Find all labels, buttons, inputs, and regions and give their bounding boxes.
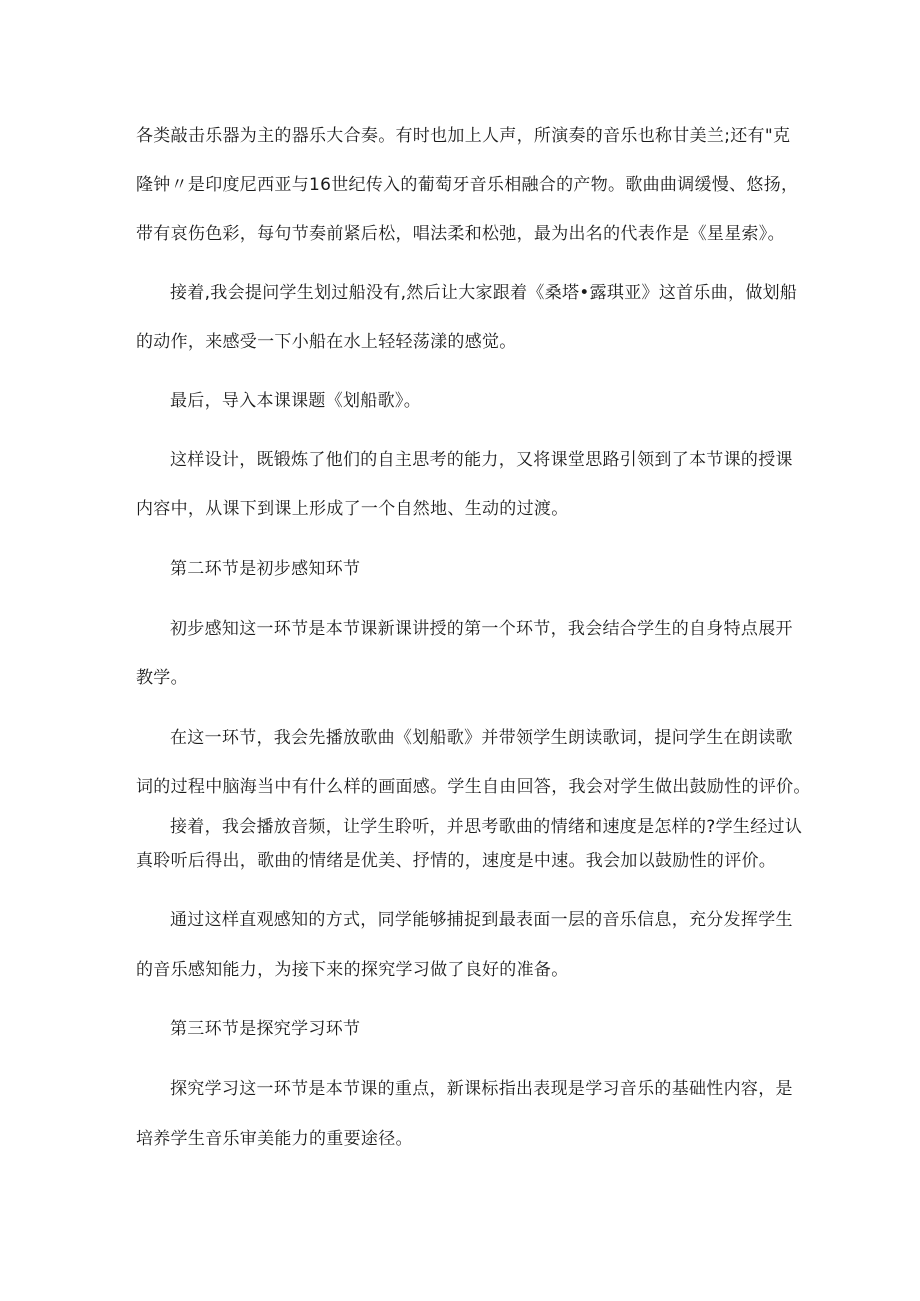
text-line: 各类敲击乐器为主的器乐大合奏。有时也加上人声，所演奏的音乐也称甘美兰;还有"克	[136, 126, 791, 146]
text-line: 带有哀伤色彩，每句节奏前紧后松，唱法柔和松弛，最为出名的代表作是《星星索》。	[136, 224, 785, 244]
section-heading: 第三环节是探究学习环节	[170, 1019, 361, 1039]
text-line: 隆钟〃是印度尼西亚与16世纪传入的葡萄牙音乐相融合的产物。歌曲曲调缓慢、悠扬，	[136, 175, 799, 195]
text-line: 探究学习这一环节是本节课的重点，新课标指出表现是学习音乐的基础性内容，是	[170, 1079, 793, 1099]
text-line: 在这一环节，我会先播放歌曲《划船歌》并带领学生朗读歌词，提问学生在朗读歌	[170, 728, 793, 748]
text-line: 的动作，来感受一下小船在水上轻轻荡漾的感觉。	[136, 332, 517, 352]
text-line: 接着,我会提问学生划过船没有,然后让大家跟着《桑塔•露琪亚》这首乐曲，做划船	[170, 283, 798, 303]
text-line: 教学。	[136, 668, 188, 688]
text-line: 的音乐感知能力，为接下来的探究学习做了良好的准备。	[136, 960, 569, 980]
text-line: 词的过程中脑海当中有什么样的画面感。学生自由回答，我会对学生做出鼓励性的评价。	[136, 777, 811, 797]
text-line: 通过这样直观感知的方式，同学能够捕捉到最表面一层的音乐信息，充分发挥学生	[170, 910, 793, 930]
text-line: 初步感知这一环节是本节课新课讲授的第一个环节，我会结合学生的自身特点展开	[170, 619, 793, 639]
text-line: 最后，导入本课课题《划船歌》。	[170, 391, 421, 411]
text-line: 真聆听后得出，歌曲的情绪是优美、抒情的，速度是中速。我会加以鼓励性的评价。	[136, 851, 777, 871]
text-line: 这样设计，既锻炼了他们的自主思考的能力，又将课堂思路引领到了本节课的授课	[170, 450, 793, 470]
text-line: 内容中，从课下到课上形成了一个自然地、生动的过渡。	[136, 499, 569, 519]
text-line: 接着，我会播放音频，让学生聆听，并思考歌曲的情绪和速度是怎样的?学生经过认	[170, 817, 803, 837]
section-heading: 第二环节是初步感知环节	[170, 559, 361, 579]
text-line: 培养学生音乐审美能力的重要途径。	[136, 1129, 413, 1149]
